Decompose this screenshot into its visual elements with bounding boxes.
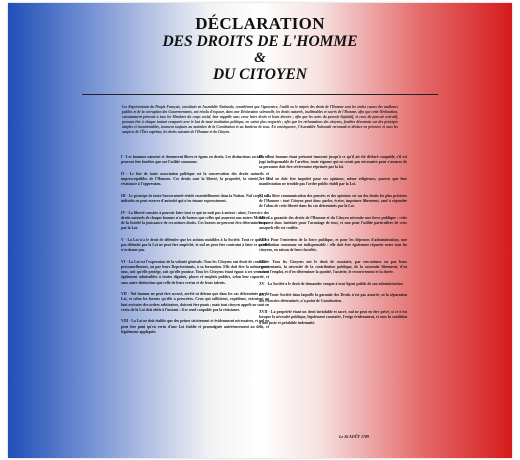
declaration-date: Le 26 AOÛT 1789 (339, 434, 369, 439)
article: XII - La garantie des droits de l'Homme et du Citoyen nécessite une force publique : cette force est donc instituée pour l'avantage de tous, et non pour l'utilité particulière de ceux auxquels elle est confiée. (259, 215, 407, 231)
article: XIV - Tous les Citoyens ont le droit de constater, par eux-mêmes ou par leurs représentants, la nécessité de la contribution publique, de la consentir librement, d'en suivre l'emploi, et d'en déterminer la quotité, l'assiette, le recouvrement et la durée. (259, 259, 407, 275)
article: XVI - Toute Société dans laquelle la garantie des Droits n'est pas assurée, ni la séparation des Pouvoirs déterminée, n'a point de Constitution. (259, 293, 407, 303)
declaration-poster (8, 3, 512, 458)
article: II - Le but de toute association politique est la conservation des droits naturels et imprescriptibles de l'Homme. Ces droits sont la liberté, la propriété, la sûreté, et la résistance à l'oppression. (121, 171, 269, 187)
article: VI - La Loi est l'expression de la volonté générale. Tous les Citoyens ont droit de concourir personnellement, ou par leurs Représentants, à sa formation. Elle doit être la même pour tous, soit qu'elle protège, soit qu'elle punisse. Tous les Citoyens étant égaux à ses yeux sont également admissibles à toutes dignités, places et emplois publics, selon leur capacité, et sans autre distinction que celle de leurs vertus et de leurs talents. (121, 259, 269, 285)
title-divider (82, 94, 438, 95)
article: XI - La libre communication des pensées et des opinions est un des droits les plus précieux de l'Homme : tout Citoyen peut donc parler, écrire, imprimer librement, sauf à répondre de l'abus de cette liberté dans les cas déterminés par la Loi. (259, 193, 407, 209)
article: XV - La Société a le droit de demander compte à tout Agent public de son administration. (259, 281, 404, 286)
article: VII - Nul homme ne peut être accusé, arrêté ni détenu que dans les cas déterminés par la Loi, et selon les formes qu'elle a prescrites. Ceux qui sollicitent, expédient, exécutent ou font exécuter des ordres arbitraires, doivent être punis ; mais tout citoyen appelé ou saisi en vertu de la Loi doit obéir à l'instant : il se rend coupable par la résistance. (121, 292, 269, 312)
articles-left-column (121, 155, 269, 341)
article: IX - Tout homme étant présumé innocent jusqu'à ce qu'il ait été déclaré coupable, s'il est jugé indispensable de l'arrêter, toute rigueur qui ne serait pas nécessaire pour s'assurer de sa personne doit être sévèrement réprimée par la loi. (259, 155, 407, 170)
article: X - Nul ne doit être inquiété pour ses opinions, même religieuses, pourvu que leur manifestation ne trouble pas l'ordre public établi par la Loi. (259, 177, 407, 187)
articles-right-column (259, 155, 407, 332)
poster-title (8, 15, 512, 83)
preamble: Les Représentants du Peuple Français, constitués en Assemblée Nationale, considérant que l'ignorance, l'oubli ou le mépris des droits de l'Homme sont les seules causes des malheurs publics et de la corruption des Gouvernements, ont résolu d'exposer, dans une Déclaration solennelle, les droits naturels, inaliénables et sacrés de l'Homme, afin que cette Déclaration, constamment présente à tous les Membres du corps social, leur rappelle sans cesse leurs droits et leurs devoirs ; afin que les actes du pouvoir législatif, et ceux du pouvoir exécutif, pouvant être à chaque instant comparés avec le but de toute institution politique, en soient plus respectés ; afin que les réclamations des citoyens, fondées désormais sur des principes simples et incontestables, tournent toujours au maintien de la Constitution et au bonheur de tous. En conséquence, l'Assemblée Nationale reconnaît et déclare en présence et sous les auspices de l'Être suprême, les droits suivants de l'Homme et du Citoyen. (122, 105, 398, 134)
title-line-declaration: DÉCLARATION (195, 14, 325, 33)
title-line-citoyen: DU CITOYEN (212, 66, 307, 83)
title-line-ampersand: & (254, 50, 266, 66)
article: IV - La liberté consiste à pouvoir faire tout ce qui ne nuit pas à autrui : ainsi, l'exercice des droits naturels de chaque homme n'a de bornes que celles qui assurent aux autres Membres de la Société la jouissance de ces mêmes droits. Ces bornes ne peuvent être déterminées que par la Loi. (121, 210, 269, 231)
article: V - La Loi n'a le droit de défendre que les actions nuisibles à la Société. Tout ce qui n'est pas défendu par la Loi ne peut être empêché, et nul ne peut être contraint à faire ce qu'elle n'ordonne pas. (121, 237, 269, 253)
article: III - Le principe de toute Souveraineté réside essentiellement dans la Nation. Nul corps, nul individu ne peut exercer d'autorité qui n'en émane expressément. (121, 193, 269, 203)
title-line-droits: DES DROITS DE L'HOMME (162, 33, 358, 50)
article: I - Les hommes naissent et demeurent libres et égaux en droits. Les distinctions sociales ne peuvent être fondées que sur l'utilité commune. (121, 155, 269, 165)
article: VIII - La Loi ne doit établir que des peines strictement et évidemment nécessaires, et nul ne peut être puni qu'en vertu d'une Loi établie et promulguée antérieurement au délit, et légalement appliquée. (121, 319, 269, 334)
article: XVII - La propriété étant un droit inviolable et sacré, nul ne peut en être privé, si ce n'est lorsque la nécessité publique, légalement constatée, l'exige évidemment, et sous la condition d'une juste et préalable indemnité. (259, 310, 407, 325)
article: XIII - Pour l'entretien de la force publique, et pour les dépenses d'administration, une contribution commune est indispensable : elle doit être également répartie entre tous les citoyens, en raison de leurs facultés. (259, 237, 407, 253)
